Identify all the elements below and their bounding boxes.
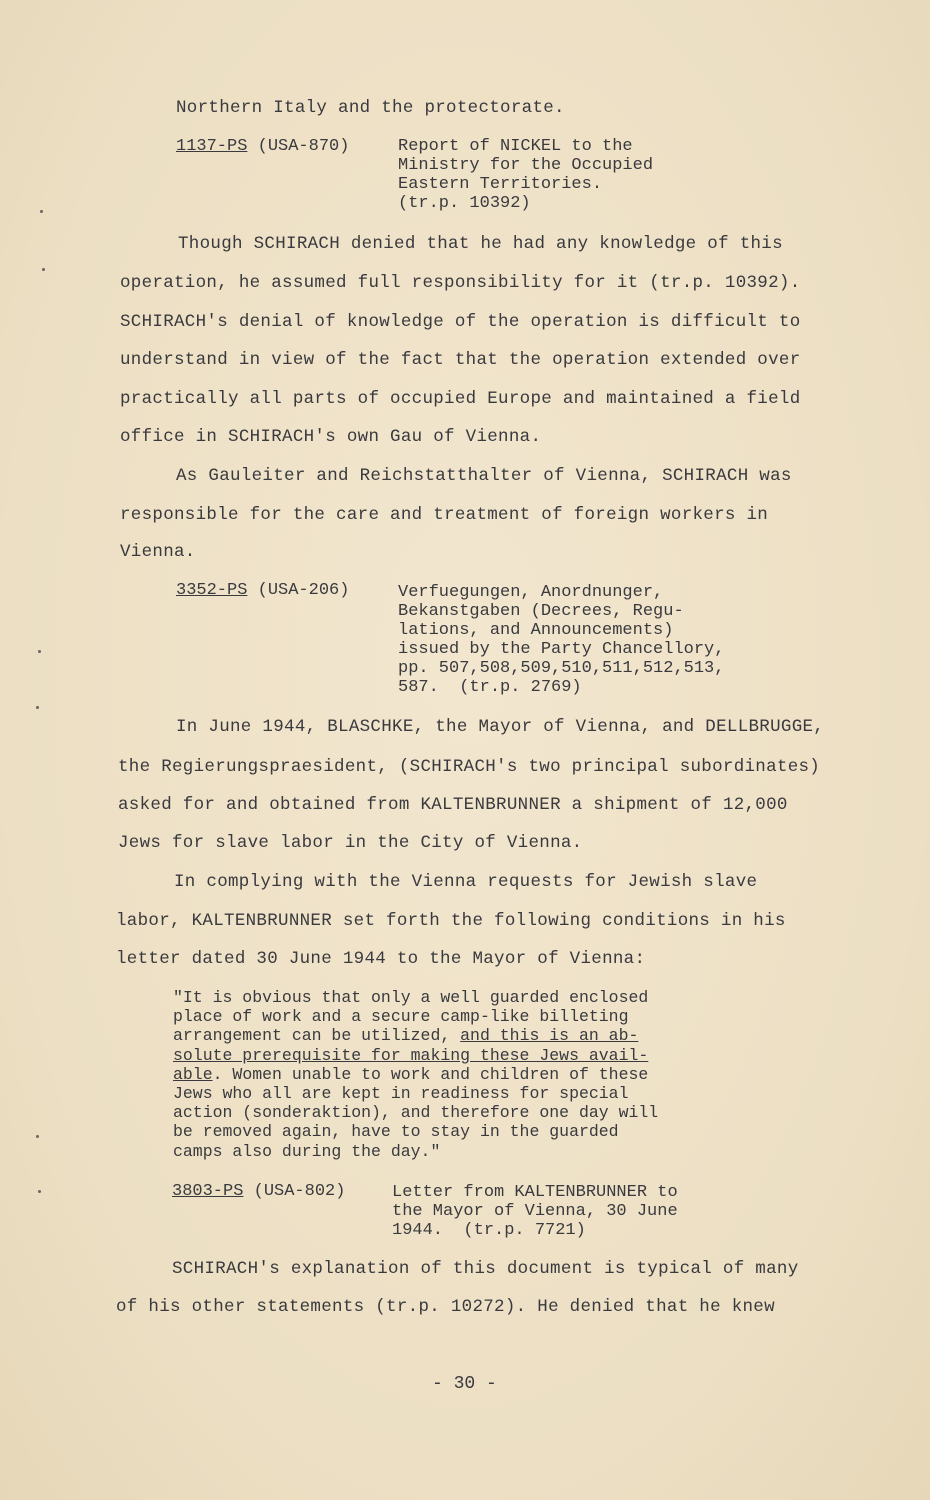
quote-rest: Jews who all are kept in readiness for special action (sonderaktion), and therefore one day will be removed again, have to stay in the guarded camps also during the day." bbox=[173, 1084, 659, 1161]
para4-line-2: labor, KALTENBRUNNER set forth the following conditions in his bbox=[116, 911, 786, 931]
margin-speck bbox=[42, 268, 45, 271]
margin-speck bbox=[36, 1135, 39, 1138]
ref-1-id bbox=[176, 137, 349, 156]
ref-2-exhibit: (USA-206) bbox=[257, 581, 350, 600]
ref-1-doc-id: 1137-PS bbox=[176, 137, 248, 156]
quote-line-3-plain: arrangement can be utilized, bbox=[173, 1026, 461, 1046]
ref-2-doc-id: 3352-PS bbox=[176, 581, 248, 600]
ref-3-doc-id: 3803-PS bbox=[172, 1182, 244, 1201]
margin-speck bbox=[40, 210, 43, 213]
margin-speck bbox=[38, 1190, 41, 1193]
para4-line-3: letter dated 30 June 1944 to the Mayor of Vienna: bbox=[116, 949, 646, 969]
ref-3-exhibit: (USA-802) bbox=[253, 1182, 346, 1201]
para3-line-4: Jews for slave labor in the City of Vienna. bbox=[118, 833, 583, 853]
ref-3-id bbox=[172, 1182, 345, 1201]
para2-line-1: As Gauleiter and Reichstatthalter of Vienna, SCHIRACH was bbox=[176, 466, 792, 486]
para1-line-6: office in SCHIRACH's own Gau of Vienna. bbox=[120, 427, 542, 447]
para5-line-1: SCHIRACH's explanation of this document is typical of many bbox=[172, 1259, 799, 1279]
ref-2-description: Verfuegungen, Anordnunger, Bekanstgaben (Decrees, Regu- lations, and Announcements) issued by the Party Chancellory, pp. 507,508,509,510,511,512,513, 587. (tr.p. 2769) bbox=[398, 583, 725, 697]
para4-line-1: In complying with the Vienna requests for Jewish slave bbox=[174, 872, 758, 892]
para3-line-3: asked for and obtained from KALTENBRUNNER a shipment of 12,000 bbox=[118, 795, 788, 815]
ref-1-description: Report of NICKEL to the Ministry for the Occupied Eastern Territories. (tr.p. 10392) bbox=[398, 137, 654, 213]
page-number: - 30 - bbox=[432, 1374, 497, 1394]
quote-line-4-underlined: solute prerequisite for making these Jews avail- bbox=[173, 1045, 649, 1065]
quote-line-5-underlined: able bbox=[173, 1064, 213, 1084]
quote-line-2: place of work and a secure camp-like billeting bbox=[173, 1007, 629, 1027]
para5-line-2: of his other statements (tr.p. 10272). He denied that he knew bbox=[116, 1297, 775, 1317]
kaltenbrunner-quote bbox=[173, 988, 658, 1161]
quote-line-5-rest: . Women unable to work and children of these bbox=[212, 1064, 649, 1084]
quote-line-1: "It is obvious that only a well guarded enclosed bbox=[173, 988, 649, 1007]
ref-3-description: Letter from KALTENBRUNNER to the Mayor of Vienna, 30 June 1944. (tr.p. 7721) bbox=[392, 1183, 678, 1240]
margin-speck bbox=[38, 650, 41, 653]
para1-line-5: practically all parts of occupied Europe and maintained a field bbox=[120, 389, 801, 409]
para3-line-2: the Regierungspraesident, (SCHIRACH's two principal subordinates) bbox=[118, 757, 821, 777]
para1-line-4: understand in view of the fact that the operation extended over bbox=[120, 350, 801, 370]
ref-2-id bbox=[176, 581, 349, 600]
margin-speck bbox=[36, 706, 39, 709]
para1-line-1: Though SCHIRACH denied that he had any knowledge of this bbox=[178, 234, 783, 254]
para3-line-1: In June 1944, BLASCHKE, the Mayor of Vienna, and DELLBRUGGE, bbox=[176, 717, 825, 737]
para2-line-3: Vienna. bbox=[120, 542, 196, 562]
para1-line-2: operation, he assumed full responsibility for it (tr.p. 10392). bbox=[120, 273, 801, 293]
intro-line: Northern Italy and the protectorate. bbox=[176, 98, 565, 118]
para2-line-2: responsible for the care and treatment of foreign workers in bbox=[120, 505, 769, 525]
ref-1-exhibit: (USA-870) bbox=[257, 137, 350, 156]
quote-line-3-underlined: and this is an ab- bbox=[460, 1026, 639, 1046]
para1-line-3: SCHIRACH's denial of knowledge of the operation is difficult to bbox=[120, 312, 801, 332]
